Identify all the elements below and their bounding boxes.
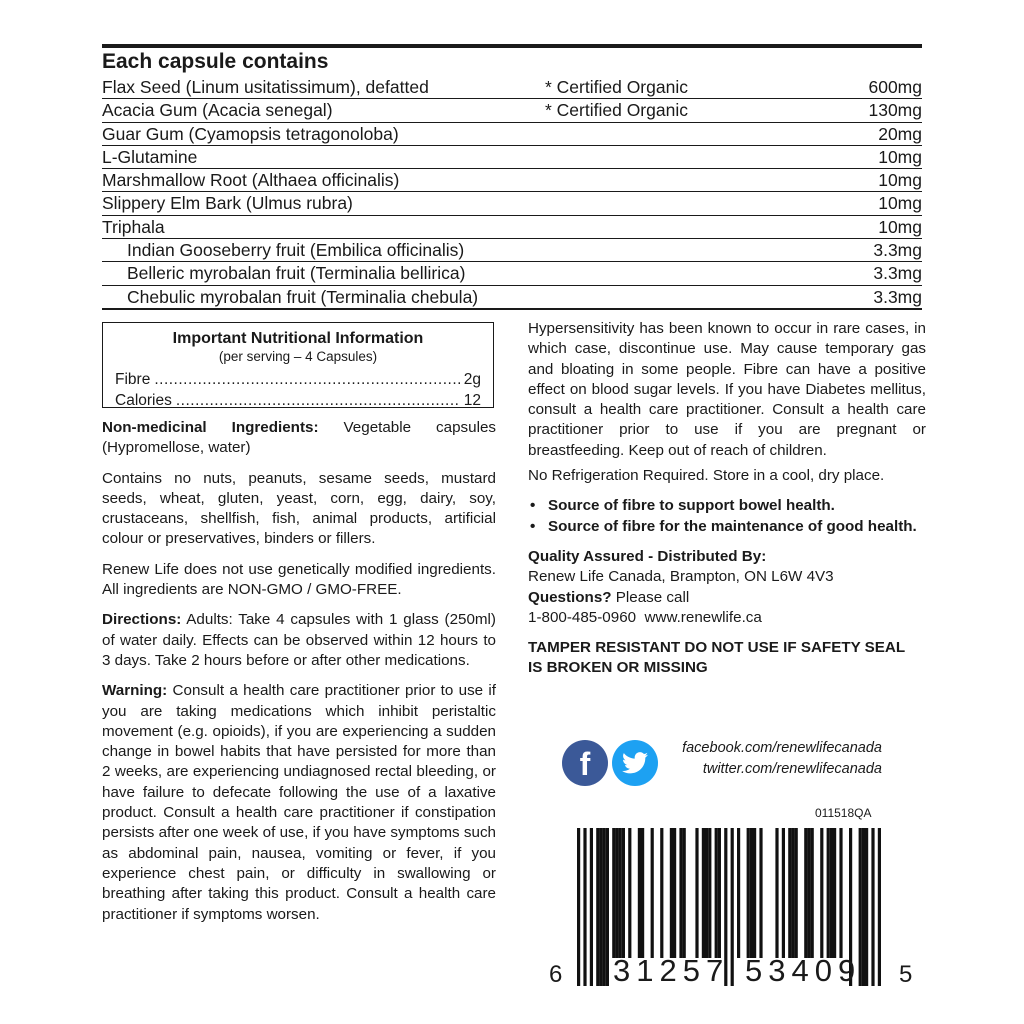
barcode-bar — [791, 828, 794, 958]
ingredient-amount: 600mg — [868, 77, 922, 97]
ingredient-row — [102, 76, 922, 99]
barcode-bar — [708, 828, 711, 958]
hypersensitivity-text: Hypersensitivity has been known to occur in rare cases, in which case, discontinue use. May cause temporary gas and bloating in some people. Fibre can have a positive effect on blood sugar levels. If you have Diabetes mellitus, consult a health care practitioner. Consult a health care practitioner prior to use if you are pregnant or breastfeeding. Keep out of reach of children. — [528, 320, 926, 459]
barcode-bar — [878, 828, 881, 986]
tamper-warning: TAMPER RESISTANT DO NOT USE IF SAFETY SEAL IS BROKEN OR MISSING — [528, 639, 905, 677]
barcode-bar — [628, 828, 631, 958]
questions-label: Questions? — [528, 588, 612, 606]
barcode-bar — [651, 828, 654, 958]
nutrition-value: 2g — [463, 371, 481, 388]
barcode-bar — [788, 828, 791, 958]
barcode-bar — [718, 828, 721, 958]
ingredient-name: Acacia Gum (Acacia senegal) — [102, 100, 333, 121]
distributor-label: Quality Assured - Distributed By: — [528, 547, 767, 565]
barcode-bar — [753, 828, 756, 958]
barcode — [549, 828, 915, 992]
barcode-bar — [871, 828, 874, 986]
ingredient-amount: 10mg — [878, 216, 922, 237]
barcode-bar — [820, 828, 823, 958]
nutrition-subtitle: (per serving – 4 Capsules) — [218, 349, 378, 364]
health-claim-item: • Source of fibre to support bowel health. — [528, 496, 926, 516]
distributor-address: Renew Life Canada, Brampton, ON L6W 4V3 — [528, 568, 834, 586]
top-rule — [102, 44, 922, 48]
nutrition-info-box — [102, 322, 494, 408]
barcode-bar — [641, 828, 644, 958]
nutrition-row-fibre — [115, 369, 481, 390]
ingredient-row — [102, 262, 922, 285]
barcode-bar — [583, 828, 586, 986]
directions-text: Adults: Take 4 capsules with 1 glass (250ml) of water daily. Effects can be observed within 12 hours to 3 days. Take 2 hours before or after other medications. — [102, 611, 496, 669]
ingredient-name: Belleric myrobalan fruit (Terminalia bellirica) — [127, 263, 466, 284]
barcode-bar — [615, 828, 618, 958]
barcode-bar — [827, 828, 830, 958]
questions-text: Please call — [611, 588, 690, 606]
ingredient-amount: 20mg — [878, 123, 922, 144]
warning-label: Warning: — [102, 682, 168, 700]
nutrition-title: Important Nutritional Information — [172, 330, 424, 347]
barcode-bar — [660, 828, 663, 958]
ingredient-name: Indian Gooseberry fruit (Embilica officinalis) — [127, 240, 465, 261]
barcode-bar — [807, 828, 810, 958]
barcode-bar — [795, 828, 798, 958]
nutrition-label: Calories — [115, 392, 172, 409]
barcode-bar — [638, 828, 641, 958]
ingredient-name: Guar Gum (Cyamopsis tetragonoloba) — [102, 123, 399, 144]
barcode-bar — [839, 828, 842, 958]
ingredient-name: Triphala — [102, 216, 165, 237]
barcode-bar — [811, 828, 814, 958]
barcode-left-digits: 31257 — [613, 953, 730, 988]
ingredient-amount: 3.3mg — [873, 240, 922, 261]
ingredient-row — [102, 99, 922, 122]
warning-text: Consult a health care practitioner prior to use if you are taking medications which inhibit peristaltic movement (e.g. opioids), if you are experiencing a sudden change in bowel habits that have persisted for more than 2 weeks, are experiencing undiagnosed rectal bleeding, or have failure to defecate following the use of a laxative product. Consult a health care practitioner if constipation persists after one week of use, if you have symptoms such as abdominal pain, nausea, vomiting or fever, if you experience chest pain, or difficulty in swallowing or breathing after taking this product. Consult a health care practitioner if symptoms worsen. — [102, 682, 496, 923]
barcode-last-digit: 5 — [899, 961, 913, 988]
non-medicinal-ingredients — [102, 418, 496, 459]
barcode-bar — [775, 828, 778, 958]
warning — [102, 681, 496, 925]
ingredient-name: Flax Seed (Linum usitatissimum), defatted — [102, 77, 429, 97]
ingredient-name: L-Glutamine — [102, 146, 198, 167]
ingredient-row — [102, 239, 922, 262]
facebook-link[interactable]: facebook.com/renewlifecanada — [682, 740, 882, 756]
ingredient-amount: 10mg — [878, 193, 922, 214]
questions — [528, 588, 926, 608]
storage-text: No Refrigeration Required. Store in a cool, dry place. — [528, 467, 885, 485]
barcode-bar — [705, 828, 708, 958]
gmo-statement: Renew Life does not use genetically modified ingredients. All ingredients are NON-GMO / GMO-FREE. — [102, 560, 496, 599]
ingredient-amount: 10mg — [878, 170, 922, 191]
barcode-bar — [702, 828, 705, 958]
barcode-bar — [695, 828, 698, 958]
ingredient-row — [102, 192, 922, 215]
barcode-bar — [673, 828, 676, 958]
non-medicinal-label: Non-medicinal Ingredients: — [102, 419, 319, 436]
ingredient-amount: 3.3mg — [873, 286, 922, 307]
health-claims — [528, 496, 926, 537]
barcode-bar — [833, 828, 836, 958]
social-links — [682, 738, 882, 780]
facebook-icon: f — [562, 740, 608, 786]
leader-dots — [154, 369, 459, 390]
barcode-bar — [599, 828, 602, 986]
barcode-bar — [731, 828, 734, 986]
nutrition-row-calories — [115, 390, 481, 411]
barcode-bar — [590, 828, 593, 986]
barcode-bar — [679, 828, 682, 958]
barcode-first-digit: 6 — [549, 961, 563, 988]
ingredient-amount: 10mg — [878, 146, 922, 167]
barcode-bar — [759, 828, 762, 958]
twitter-link[interactable]: twitter.com/renewlifecanada — [702, 761, 882, 777]
allergen-statement: Contains no nuts, peanuts, sesame seeds, mustard seeds, wheat, gluten, yeast, corn, egg, dairy, soy, crustaceans, shellfish, fish, animal products, artificial colour or preservatives, binders or fillers. — [102, 469, 496, 548]
social-media — [562, 738, 892, 788]
barcode-bar — [782, 828, 785, 958]
ingredient-row — [102, 169, 922, 192]
barcode-bar — [715, 828, 718, 958]
ingredient-name: Marshmallow Root (Althaea officinalis) — [102, 170, 400, 191]
table-title: Each capsule contains — [102, 50, 329, 73]
barcode-bar — [619, 828, 622, 958]
right-column — [528, 319, 926, 679]
ingredient-row — [102, 216, 922, 239]
barcode-bar — [622, 828, 625, 958]
barcode-bar — [577, 828, 580, 986]
ingredient-amount: 130mg — [868, 100, 922, 121]
barcode-bar — [865, 828, 868, 986]
barcode-bar — [747, 828, 750, 958]
ingredient-note: * Certified Organic — [545, 100, 688, 121]
barcode-bar — [606, 828, 609, 986]
directions — [102, 610, 496, 671]
leader-dots — [176, 390, 460, 411]
ingredient-note: * Certified Organic — [545, 77, 688, 97]
barcode-bar — [804, 828, 807, 958]
left-column — [102, 322, 496, 925]
barcode-bar — [737, 828, 740, 958]
health-claim-item: • Source of fibre for the maintenance of good health. — [528, 517, 926, 537]
twitter-icon — [612, 740, 658, 786]
barcode-bar — [612, 828, 615, 958]
barcode-right-digits: 53409 — [745, 953, 862, 988]
nutrition-value: 12 — [463, 392, 481, 409]
ingredient-row — [102, 286, 922, 310]
phone-and-website: 1-800-485-0960 www.renewlife.ca — [528, 608, 762, 626]
ingredient-name: Chebulic myrobalan fruit (Terminalia chebula) — [127, 286, 479, 307]
barcode-bar — [750, 828, 753, 958]
nutrition-label: Fibre — [115, 371, 151, 388]
barcode-bar — [683, 828, 686, 958]
ingredients-table — [102, 76, 922, 310]
lot-code: 011518QA — [815, 806, 872, 820]
barcode-bar — [830, 828, 833, 958]
ingredient-name: Slippery Elm Bark (Ulmus rubra) — [102, 193, 353, 214]
barcode-bar — [862, 828, 865, 986]
barcode-bar — [670, 828, 673, 958]
barcode-bar — [603, 828, 606, 986]
ingredient-amount: 3.3mg — [873, 263, 922, 284]
barcode-bar — [596, 828, 599, 986]
ingredient-row — [102, 146, 922, 169]
ingredient-row — [102, 123, 922, 146]
directions-label: Directions: — [102, 611, 182, 629]
non-medicinal-text: Vegetable capsules (Hypromellose, water) — [102, 419, 496, 457]
